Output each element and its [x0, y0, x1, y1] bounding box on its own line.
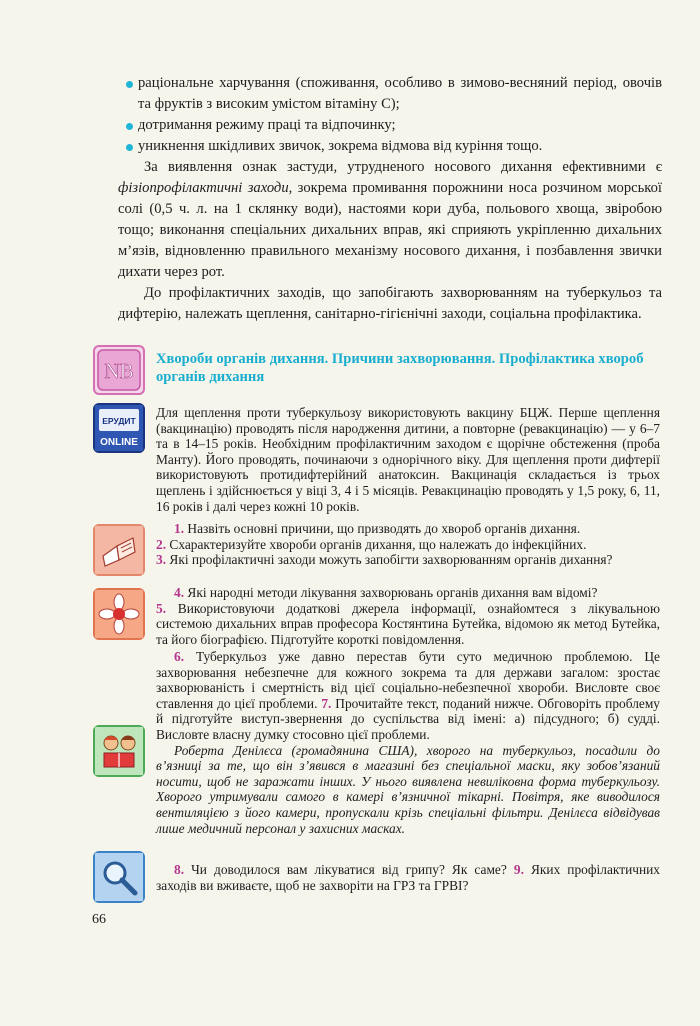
svg-text:ONLINE: ONLINE: [100, 437, 138, 448]
questions-block-4: [156, 862, 660, 893]
question-2: 2. Схарактеризуйте хвороби органів дихання, що належать до інфекційних.: [156, 536, 587, 552]
bullet-item: раціональне харчування (споживання, особливо в зимово-весняний період, овочів та фруктів з високим умістом вітаміну С);: [118, 73, 662, 115]
bullet-item: уникнення шкідливих звичок, зокрема відмова від куріння тощо.: [118, 136, 662, 157]
case-quote: Роберта Денілєса (громадянина США), хворого на туберкульоз, посадили до в’язниці за те, що він з’явився в магазині без спеціальної маски, яку зобов’язаний носити, щоб не заражати інших. У нього виявлена невиліковна форма туберкульозу. Хворого утримували самого в камері в’язничної тікарні. Повітря, яке виводилося вентиляцією з його камери, пропускали крізь спеціальні фільтри. Денілєса відвідував лише медичний персонал у захисних масках.: [156, 742, 660, 836]
question-1: 1. Назвіть основні причини, що призводять до хвороб органів дихання.: [174, 521, 581, 536]
children-reading-icon: [93, 725, 145, 777]
svg-text:NB: NB: [104, 359, 134, 383]
page-number: 66: [92, 912, 106, 927]
term-physioprophylaxis: фізіопрофілактичні заходи,: [118, 180, 293, 196]
svg-text:ЕРУДИТ: ЕРУДИТ: [102, 416, 136, 426]
magnifier-icon: [93, 851, 145, 903]
erudit-online-icon: [93, 403, 145, 453]
paragraph-physio: За виявлення ознак застуди, утрудненого носового дихання ефективними є фізіопрофілактичні заходи, зокрема промивання порожнини носа розчином морської солі (0,5 ч. л. на 1 склянку води), настоями кори дуба, польового хвоща, звіробою тощо; виконання спеціальних дихальних вправ, які сприяють укріпленню дихальних м’язів, відновленню правильного механізму носового дихання, і позбавлення звички дихати через рот.: [118, 159, 662, 280]
nb-icon: [93, 345, 145, 395]
bullet-item: дотримання режиму праці та відпочинку;: [118, 115, 662, 136]
paragraph-prevention: До профілактичних заходів, що запобігають захворюванням на туберкульоз та дифтерію, належать щеплення, санітарно-гігієнічні заходи, соціальна профілактика.: [118, 285, 662, 322]
question-4: 4. Які народні методи лікування захворювань органів дихання вам відомі?: [174, 585, 598, 600]
book-icon: [93, 524, 145, 576]
erudit-text: Для щеплення проти туберкульозу використовують вакцину БЦЖ. Перше щеплення (вакцинацію) проводять після народження дитини, а повторне (ревакцинацію) — у 6–7 та в 14–15 років. Необхідним профілактичним заходом є щорічне обстеження (проба Манту). Його проводять, починаючи з однорічного віку. Для щеплення проти дифтерії використовують протидифтерійний анатоксин. Вакцинація складається із трьох щеплень і здійснюється у віці 3, 4 і 5 місяців. Ревакцинацію проводять у 1,5 року, 6, 11, 16 років і далі через кожні 10 років.: [156, 405, 660, 514]
questions-block-2: [156, 585, 660, 647]
question-3: 3. Які профілактичні заходи можуть запобігти захворюванням органів дихання?: [156, 552, 613, 568]
questions-block-1: [156, 521, 660, 568]
flower-icon: [93, 588, 145, 640]
question-8-9: 8. Чи доводилося вам лікуватися від грипу? Як саме? 9. Яких профілактичних заходів ви вживаєте, щоб не захворіти на ГРЗ та ГРВІ?: [156, 862, 660, 893]
question-6-7: 6. Туберкульоз уже давно перестав бути суто медичною проблемою. Це захворювання небезпечне для кожного зокрема та для держави загалом: зростає захворюваність і смертність від цієї соціально-небезпечної хвороби. Висловте своє ставлення до цієї проблеми. 7. Прочитайте текст, поданий нижче. Обговоріть проблему й підготуйте виступ-звернення до суспільства від імені: а) підсудного; б) судді. Висловте власну думку стосовно цієї проблеми.: [156, 649, 660, 742]
section-title: Хвороби органів дихання. Причини захворювання. Профілактика хвороб органів дихання: [156, 351, 644, 385]
question-5: 5. Використовуючи додаткові джерела інформації, ознайомтеся з лікувальною системою дихальних вправ професора Костянтина Бутейка, відомою як метод Бутейка, та його біографією. Підготуйте короткі повідомлення.: [156, 600, 660, 647]
questions-block-3: [156, 649, 660, 836]
bullet-list: [118, 73, 662, 157]
